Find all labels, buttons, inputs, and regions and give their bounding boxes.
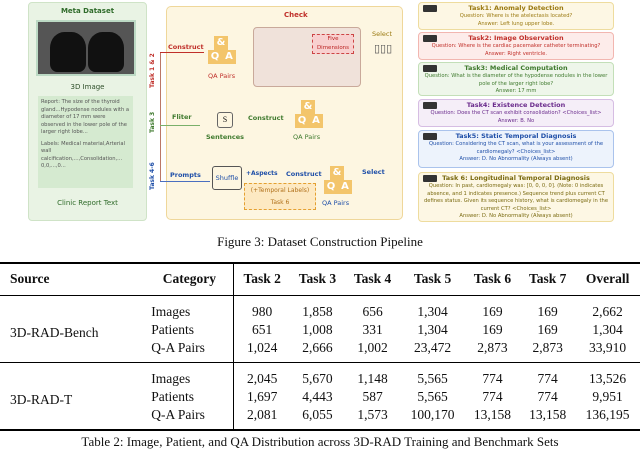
value-cell: 774 bbox=[537, 370, 558, 386]
value-cell: 331 bbox=[362, 321, 383, 337]
column-header: Task 7 bbox=[528, 271, 567, 287]
figure-caption: Figure 3: Dataset Construction Pipeline bbox=[217, 234, 423, 249]
task-card-question: Question: What is the diameter of the hypodense nodules in the lower pole of the larger right lobe? bbox=[424, 73, 608, 87]
value-cell: 169 bbox=[482, 321, 503, 337]
value-cell: 1,858 bbox=[302, 303, 333, 319]
value-cell: 2,873 bbox=[477, 339, 508, 355]
value-cell: 9,951 bbox=[592, 388, 623, 404]
ct-thumbnail-icon bbox=[423, 35, 437, 42]
value-cell: 1,002 bbox=[357, 339, 388, 355]
value-cell: 169 bbox=[482, 303, 503, 319]
value-cell: 33,910 bbox=[589, 339, 627, 355]
task-card-answer: Answer: Left lung upper lobe. bbox=[477, 20, 555, 27]
value-cell: 5,670 bbox=[302, 370, 333, 386]
select-label-2: Select bbox=[362, 168, 385, 176]
column-header: Overall bbox=[585, 271, 630, 287]
source-cell: 3D-RAD-T bbox=[10, 391, 73, 407]
value-cell: 169 bbox=[537, 321, 558, 337]
construct-label-1: Construct bbox=[168, 43, 204, 51]
distribution-table bbox=[0, 262, 640, 431]
task-card-answer: Answer: D. No Abnormality (Always absent) bbox=[459, 213, 573, 219]
task-card-answer: Answer: B. No bbox=[497, 117, 535, 124]
table-row bbox=[0, 362, 640, 387]
column-header: Source bbox=[10, 271, 50, 287]
value-cell: 100,170 bbox=[410, 406, 455, 422]
filter-label: Fliter bbox=[172, 113, 192, 121]
table-row bbox=[0, 295, 640, 320]
task-card-title: Task 6: Longitudinal Temporal Diagnosis bbox=[442, 174, 590, 182]
prompts-label: Prompts bbox=[170, 171, 201, 179]
task-1-2-label: Task 1 & 2 bbox=[149, 53, 156, 88]
task-card-6 bbox=[418, 172, 614, 222]
category-cell: Patients bbox=[145, 320, 234, 340]
value-cell: 774 bbox=[482, 388, 503, 404]
value-cell: 13,158 bbox=[473, 406, 512, 422]
column-header: Task 3 bbox=[298, 271, 337, 287]
qa-pairs-icon: & Q A bbox=[295, 100, 323, 128]
aspects-label: +Aspects bbox=[246, 170, 278, 177]
value-cell: 774 bbox=[482, 370, 503, 386]
value-cell: 1,697 bbox=[246, 388, 278, 404]
value-cell: 1,024 bbox=[246, 339, 278, 355]
category-cell: Q-A Pairs bbox=[145, 340, 234, 363]
task-card-question: Question: Considering the CT scan, what is your assessment of the cardiomegaly? <Choices_list> bbox=[428, 141, 604, 155]
value-cell: 169 bbox=[537, 303, 558, 319]
column-header: Task 4 bbox=[353, 271, 392, 287]
task-card-question: Question: In past, cardiomegaly was: [0, 0, 0, 0]. (Note: 0 indicates absence, and 1 indicates presence.) Sequence trend plus current CT defines status. Given its sequence history, what is cardiomegaly in the current CT? <Choices_list> bbox=[423, 183, 609, 212]
source-cell: 3D-RAD-Bench bbox=[10, 324, 99, 340]
construct-label-3: Construct bbox=[286, 170, 322, 178]
value-cell: 13,158 bbox=[529, 406, 567, 422]
task-card-question: Question: Where is the cardiac pacemaker catheter terminating? bbox=[431, 43, 601, 49]
value-cell: 1,008 bbox=[302, 321, 333, 337]
value-cell: 980 bbox=[252, 303, 273, 319]
ct-thumbnail-icon bbox=[423, 133, 437, 140]
task-card-title: Task2: Image Observation bbox=[468, 34, 564, 42]
task-card-title: Task1: Anomaly Detection bbox=[468, 4, 564, 12]
value-cell: 1,304 bbox=[417, 303, 448, 319]
shuffle-icon: Shuffle bbox=[212, 166, 242, 190]
qa-pairs-icon: & Q A bbox=[208, 36, 236, 64]
task-card-3 bbox=[418, 62, 614, 96]
task-card-question: Question: Does the CT scan exhibit consolidation? <Choices_list> bbox=[430, 110, 602, 116]
value-cell: 2,662 bbox=[592, 303, 623, 319]
image-label: 3D Image bbox=[70, 83, 105, 91]
category-cell: Patients bbox=[145, 387, 234, 407]
value-cell: 1,304 bbox=[417, 321, 448, 337]
task-card-2 bbox=[418, 32, 614, 60]
ct-thumbnail-icon bbox=[423, 5, 437, 12]
meta-dataset-title: Meta Dataset bbox=[60, 7, 115, 15]
task-3-label: Task 3 bbox=[149, 111, 156, 133]
qa-pairs-label-3: QA Pairs bbox=[322, 199, 350, 207]
qa-pairs-label-1: QA Pairs bbox=[208, 72, 236, 80]
ct-thumbnail-icon bbox=[423, 65, 437, 72]
value-cell: 6,055 bbox=[302, 406, 333, 422]
value-cell: 2,666 bbox=[302, 339, 333, 355]
ct-thumbnail-icon bbox=[423, 102, 437, 109]
value-cell: 656 bbox=[362, 303, 383, 319]
sentences-icon: S bbox=[217, 112, 233, 128]
five-dimensions-box: Five Dimensions bbox=[312, 34, 354, 54]
value-cell: 13,526 bbox=[589, 370, 627, 386]
task-card-1 bbox=[418, 2, 614, 30]
value-cell: 5,565 bbox=[417, 388, 448, 404]
temporal-labels-box: (+Temporal Labels) Task 6 bbox=[244, 183, 316, 210]
category-cell: Images bbox=[145, 362, 234, 387]
check-label: Check bbox=[284, 11, 308, 19]
category-cell: Images bbox=[145, 295, 234, 320]
value-cell: 23,472 bbox=[413, 339, 452, 355]
category-cell: Q-A Pairs bbox=[145, 407, 234, 430]
task-card-title: Task4: Existence Detection bbox=[466, 101, 566, 109]
task-card-answer: Answer: 17 mm bbox=[495, 88, 537, 94]
value-cell: 774 bbox=[537, 388, 558, 404]
sentences-label: Sentences bbox=[206, 133, 244, 141]
column-header: Task 5 bbox=[413, 271, 452, 287]
ct-thumbnail-icon bbox=[423, 175, 437, 182]
value-cell: 1,148 bbox=[357, 370, 388, 386]
value-cell: 4,443 bbox=[302, 388, 333, 404]
value-cell: 2,873 bbox=[532, 339, 563, 355]
task-card-title: Task3: Medical Computation bbox=[464, 64, 568, 72]
task-card-answer: Answer: Right ventricle. bbox=[484, 50, 547, 57]
column-header: Category bbox=[145, 263, 234, 295]
qa-pairs-icon: & Q A bbox=[324, 166, 352, 194]
task-card-5 bbox=[418, 130, 614, 168]
column-header: Task 6 bbox=[473, 271, 512, 287]
report-label: Clinic Report Text bbox=[57, 199, 118, 207]
value-cell: 651 bbox=[252, 321, 273, 337]
task-card-answer: Answer: D. No Abnormality (Always absent) bbox=[459, 156, 573, 162]
value-cell: 587 bbox=[362, 388, 383, 404]
value-cell: 136,195 bbox=[585, 406, 630, 422]
task-card-4 bbox=[418, 99, 614, 127]
value-cell: 1,304 bbox=[592, 321, 623, 337]
task-card-title: Task5: Static Temporal Diagnosis bbox=[455, 132, 577, 140]
qa-pairs-label-2: QA Pairs bbox=[293, 133, 321, 141]
ct-scan-image bbox=[36, 20, 136, 76]
task-card-question: Question: Where is the atelectasis located? bbox=[459, 13, 573, 19]
table-caption: Table 2: Image, Patient, and QA Distribution across 3D-RAD Training and Benchmark Sets bbox=[81, 434, 559, 449]
value-cell: 1,573 bbox=[357, 406, 388, 422]
task-4-6-label: Task 4-6 bbox=[149, 162, 156, 190]
ranking-icon: ▯▯▯ bbox=[374, 43, 393, 55]
construct-label-2: Construct bbox=[248, 114, 284, 122]
column-header: Task 2 bbox=[243, 271, 281, 287]
value-cell: 2,045 bbox=[246, 370, 278, 386]
report-text: Report: The size of the thyroid gland...Hypodense nodules with a diameter of 17 mm were observed in the lower pole of the larger right lobe... Labels: Medical material,Arterial wall calcification,...,Consolidation,... 0,0,...,0... bbox=[38, 96, 133, 188]
value-cell: 2,081 bbox=[246, 406, 278, 422]
value-cell: 5,565 bbox=[417, 370, 448, 386]
select-label-1: Select bbox=[372, 30, 393, 38]
